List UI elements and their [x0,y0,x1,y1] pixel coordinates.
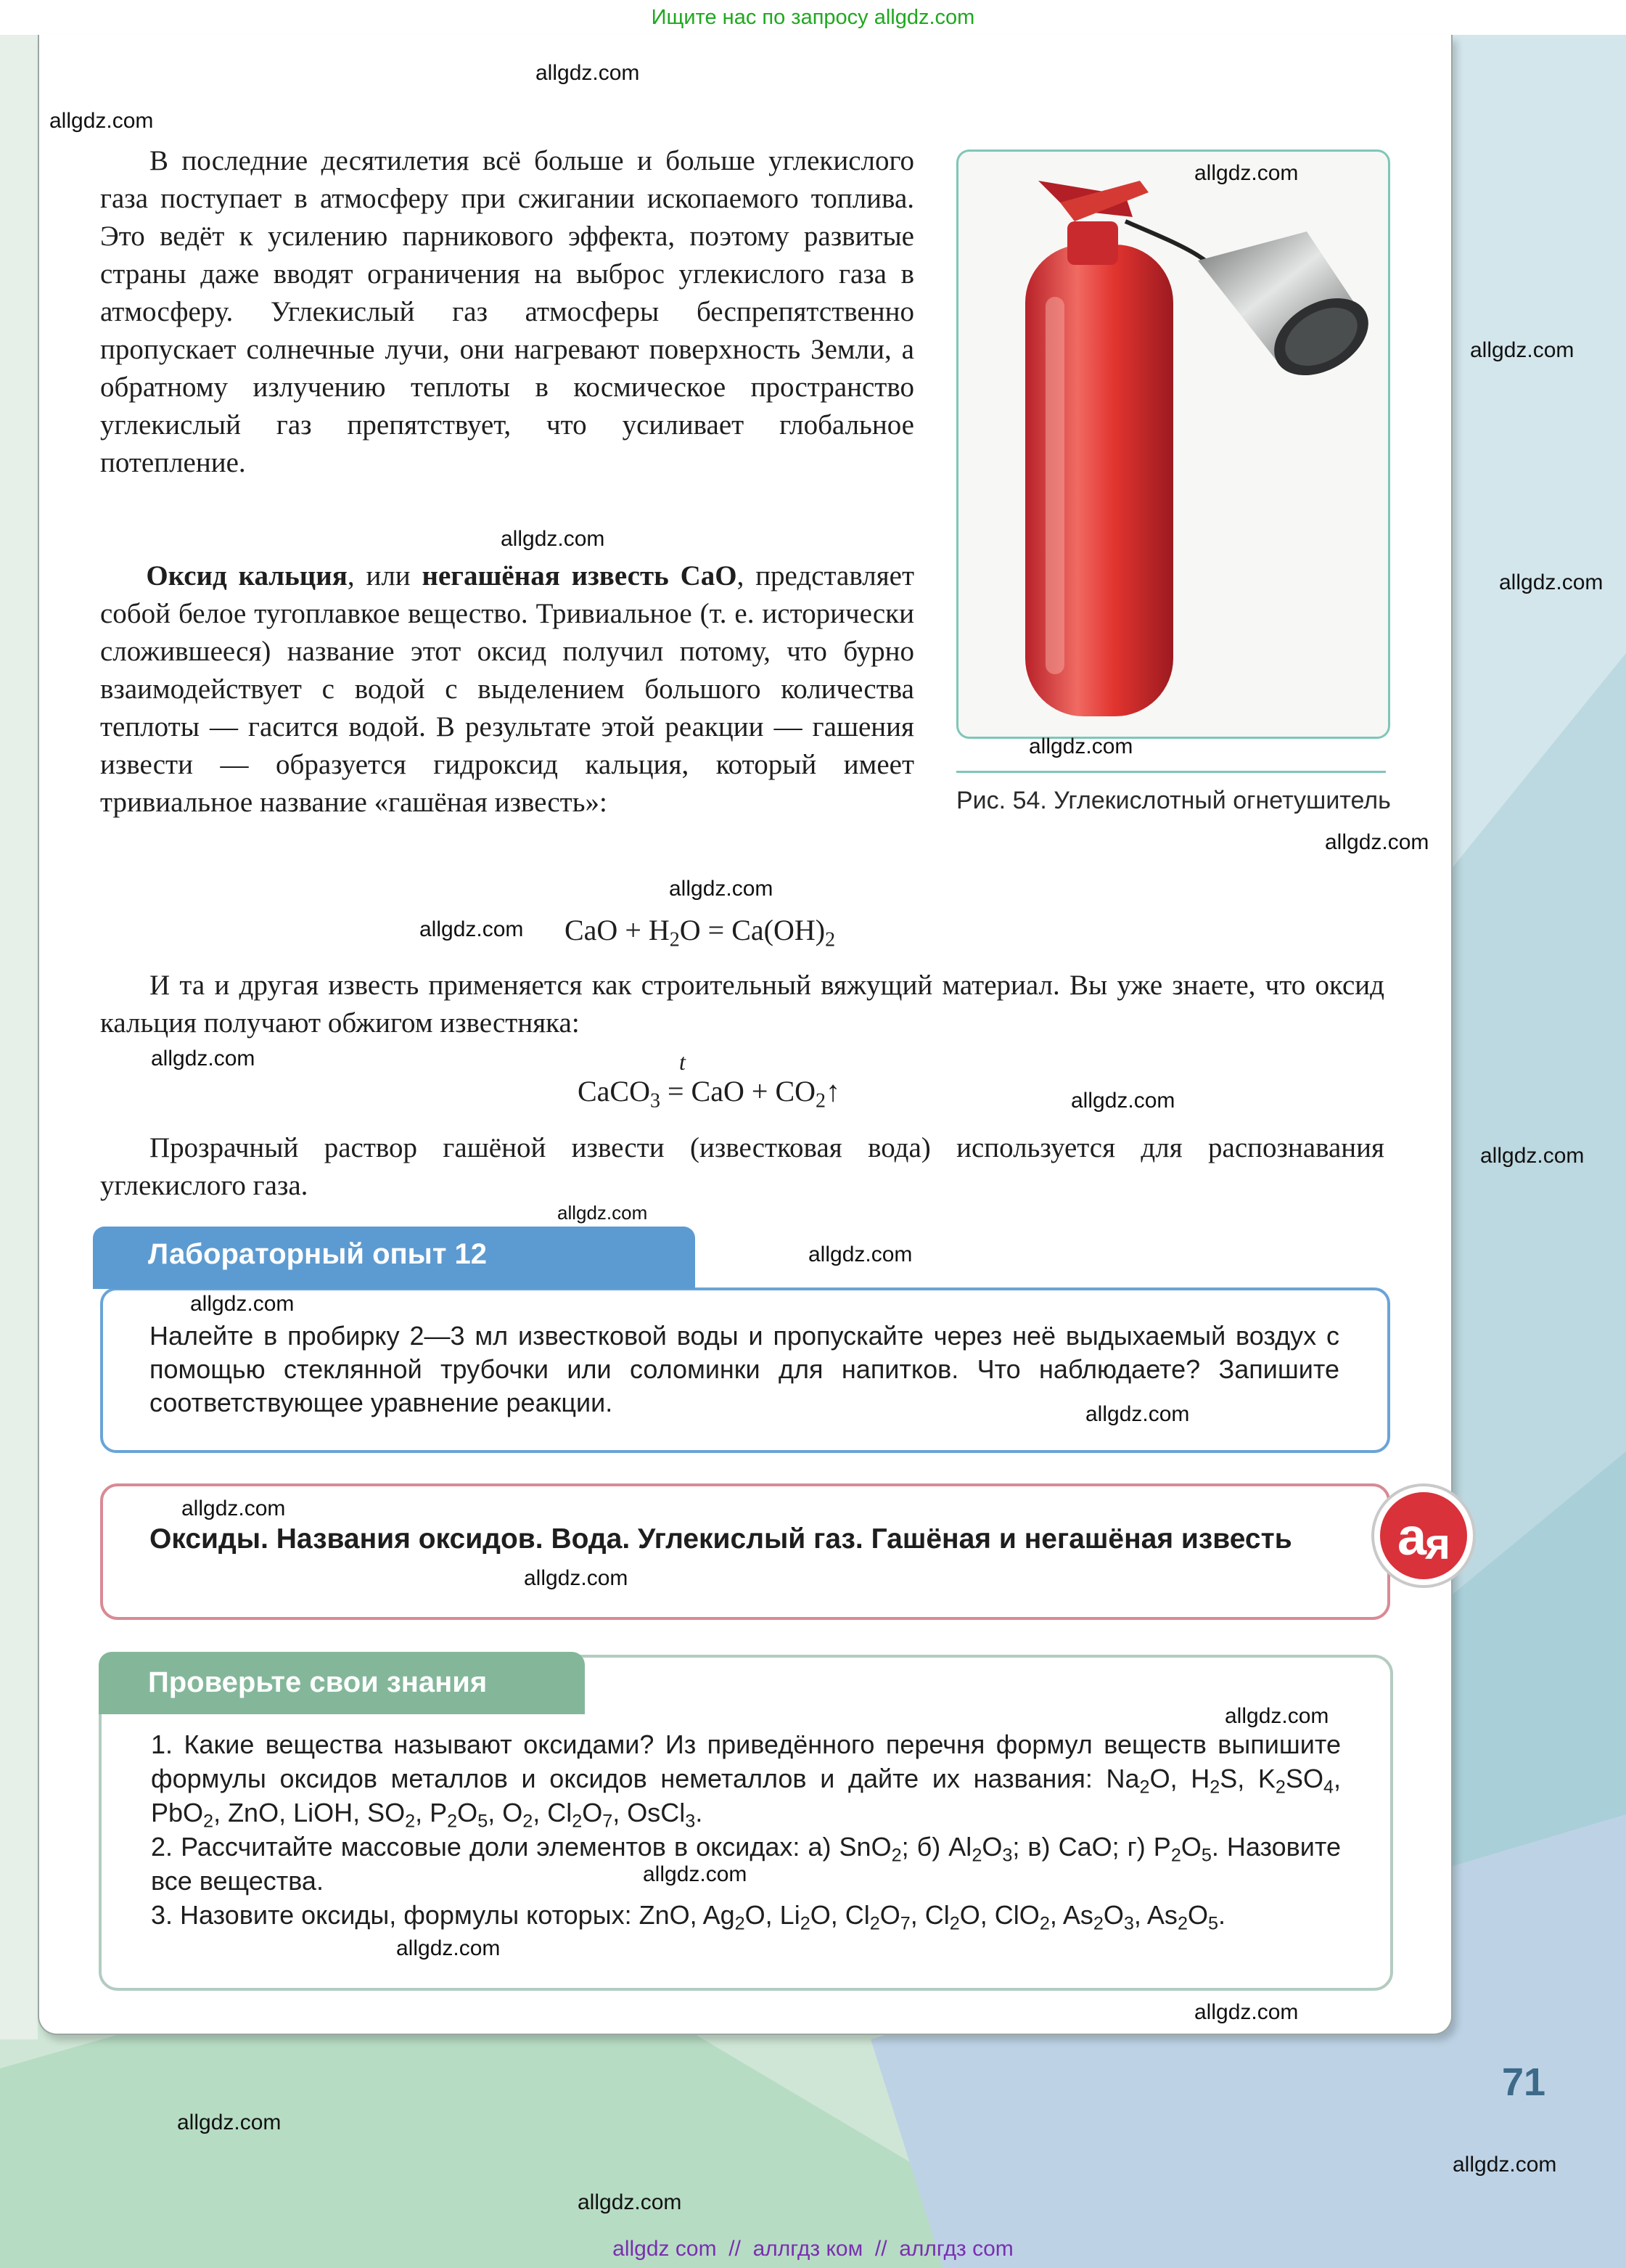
watermark: allgdz.com [151,1047,255,1070]
watermark: allgdz.com [643,1862,747,1886]
watermark: allgdz.com [1499,570,1604,594]
watermark: allgdz.com [1480,1144,1585,1168]
text-fragment: , или [347,560,422,591]
watermark: allgdz.com [396,1936,501,1960]
question-1-formulas: $Na_2O$, $H_2S$, $K_2SO_4$, PbO$_2$, ZnO, LiOH, $SO_2$, $P_2O_5$, $O_2$, $Cl_2O_7$, OsCl$_3$. [151,1764,1341,1832]
watermark: allgdz.com [524,1566,628,1590]
footer-links[interactable]: allgdz com // аллгдз ком // аллгдз com [612,2237,1014,2261]
svg-text:я: я [1425,1520,1451,1568]
watermark: allgdz.com [578,2190,682,2214]
term-calcium-oxide: Оксид кальция [146,560,348,591]
check-knowledge-title: Проверьте свои знания [148,1666,488,1698]
watermark: allgdz.com [1194,2000,1299,2024]
watermark: allgdz.com [1470,338,1574,362]
watermark: allgdz.com [49,109,154,133]
watermark: allgdz.com [501,527,605,551]
question-1: 1. Какие вещества называют оксидами? Из приведённого перечня формул веществ выпишите формулы оксидов металлов и оксидов неметаллов и дайте их названия: [151,1729,1341,1793]
glossary-logo-icon [1366,1478,1482,1594]
watermark: allgdz.com [1453,2153,1557,2177]
lab-experiment-header [93,1227,695,1289]
watermark: allgdz.com [181,1497,286,1520]
watermark: allgdz.com [535,61,640,85]
equation-slaking: CaO + $H_2O = Ca(OH)_2$ [564,914,836,951]
check-knowledge-questions [151,1727,1341,1932]
watermark: allgdz.com [1029,734,1133,758]
watermark: allgdz.com [177,2111,282,2134]
equation-limestone-burning: CaCO$_3$ t = CaO + $CO_2↑$ [578,1049,841,1113]
term-quicklime: негашёная известь CaO [422,560,737,591]
figure-fire-extinguisher [956,150,1390,739]
watermark: allgdz.com [557,1202,648,1224]
figure-caption: Рис. 54. Углекислотный огнетушитель [956,787,1391,814]
lab-experiment-title: Лабораторный опыт 12 [148,1238,488,1270]
paragraph-lime-water: Прозрачный раствор гашёной извести (известковая вода) используется для распознавания углекислого газа. [100,1132,1384,1201]
watermark: allgdz.com [1194,161,1299,185]
watermark: allgdz.com [808,1243,913,1266]
text-fragment: , представляет собой белое тугоплавкое вещество. Тривиальное (т. е. исторически сложившееся) название этот оксид получил потому, что бурно взаимодействует с водой с выделением большого количества теплоты — гасится водой. В результате этой реакции — гашения извести — образуется гидроксид кальция, который имеет тривиальное название «гашёная известь»: [100,560,914,818]
check-knowledge-header [99,1652,585,1714]
page-number: 71 [1502,2060,1546,2104]
svg-text:а: а [1397,1508,1427,1566]
watermark: allgdz.com [1085,1402,1190,1426]
fire-extinguisher-illustration [958,152,1388,737]
keywords-box [100,1483,1390,1620]
question-3: 3. Назовите оксиды, формулы которых: ZnO, $Ag_2O$, $Li_2O$, $Cl_2O_7$, $Cl_2O$, ClO$_2$, $As_2O_3$, $As_2O_5$. [151,1900,1225,1934]
watermark: allgdz.com [190,1292,295,1316]
paragraph-calcium-oxide [100,557,914,822]
paragraph-binding-material: И та и другая известь применяется как строительный вяжущий материал. Вы уже знаете, что оксид кальция получают обжигом известняка: [100,970,1384,1039]
caption-divider [956,771,1386,773]
question-2: 2. Рассчитайте массовые доли элементов в оксидах: а) SnO$_2$; б) $Al_2O_3$; в) CaO; г) $P_2O_5$. Назовите все вещества. [151,1832,1342,1896]
paragraph-greenhouse: В последние десятилетия всё больше и больше углекислого газа поступает в атмосферу при сжигании ископаемого топлива. Это ведёт к усилению парникового эффекта, поэтому развитые страны даже вводят ограничения на выброс углекислого газа в атмосферу. Углекислый газ атмосферы беспрепятственно пропускает солнечные лучи, они нагревают поверхность Земли, а обратному излучению теплоты в космическое пространство углекислый газ препятствует, что усиливает глобальное потепление. [100,145,914,478]
watermark: allgdz.com [1225,1704,1329,1728]
watermark: allgdz.com [1325,830,1429,854]
lab-experiment-text: Налейте в пробирку 2—3 мл известковой воды и пропускайте через неё выдыхаемый воздух с помощью стеклянной трубочки или соломинки для напитков. Что наблюдаете? Запишите соответствующее уравнение реакции. [149,1321,1339,1417]
watermark: allgdz.com [1071,1089,1175,1113]
watermark: allgdz.com [419,917,524,941]
watermark: allgdz.com [669,877,773,901]
search-hint-banner[interactable]: Ищите нас по запросу allgdz.com [0,0,1626,35]
keywords-text: Оксиды. Названия оксидов. Вода. Углекислый газ. Гашёная и негашёная известь [149,1523,1292,1555]
